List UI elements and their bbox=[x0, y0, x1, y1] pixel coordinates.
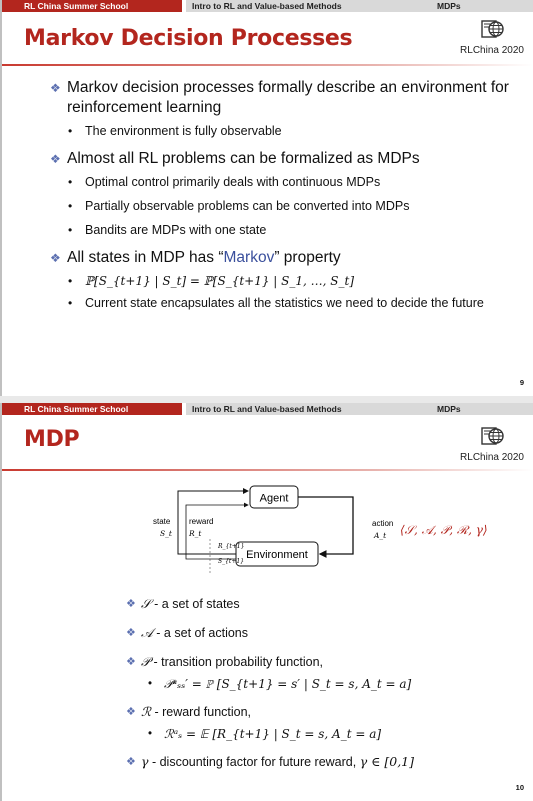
header-school: RL China Summer School bbox=[2, 403, 182, 415]
title-divider bbox=[2, 469, 533, 471]
sub-bullet: • Partially observable problems can be converted into MDPs bbox=[68, 199, 410, 213]
diamond-bullet-icon: ❖ bbox=[50, 152, 61, 166]
logo-label: RLChina 2020 bbox=[460, 45, 524, 56]
reward-formula-row bbox=[148, 726, 526, 742]
dot-bullet-icon: • bbox=[68, 274, 73, 288]
header-school: RL China Summer School bbox=[2, 0, 182, 12]
page-number: 10 bbox=[515, 783, 524, 792]
sub-bullet: • The environment is fully observable bbox=[68, 124, 282, 138]
mdp-components-list bbox=[126, 596, 526, 770]
markov-formula: ℙ[S_{t+1} | S_t] = ℙ[S_{t+1} | S_1, …, S_t] bbox=[85, 274, 355, 288]
logo-label: RLChina 2020 bbox=[460, 452, 524, 463]
header-course: Intro to RL and Value-based Methods bbox=[186, 403, 422, 415]
globe-book-icon bbox=[479, 16, 505, 42]
header-section: MDPs bbox=[422, 0, 533, 12]
next-reward-symbol: R_{t+1} bbox=[218, 543, 245, 550]
agent-environment-diagram bbox=[150, 483, 440, 583]
item-transition: ❖ 𝒫 - transition probability function, bbox=[126, 654, 324, 669]
reward-formula: ℛᵃₛ = 𝔼 [R_{t+1} | S_t = s, A_t = a] bbox=[164, 727, 382, 741]
diamond-bullet-icon: ❖ bbox=[126, 756, 136, 768]
action-label: action bbox=[372, 519, 394, 528]
page-number: 9 bbox=[519, 378, 524, 387]
reward-label: reward bbox=[189, 517, 214, 526]
environment-label: Environment bbox=[246, 549, 308, 561]
action-symbol: A_t bbox=[374, 531, 387, 540]
slide-body bbox=[50, 78, 520, 311]
dot-bullet-icon: • bbox=[68, 199, 73, 213]
item-discount: ❖ γ - discounting factor for future reward, γ ∈ [0,1] bbox=[126, 754, 415, 769]
reward-symbol: R_t bbox=[189, 529, 202, 538]
rlchina-logo bbox=[457, 16, 527, 56]
mdp-tuple: ⟨𝒮, 𝒜, 𝒫, ℛ, γ⟩ bbox=[400, 523, 488, 537]
header-section: MDPs bbox=[422, 403, 533, 415]
sub-bullet-formula bbox=[68, 273, 520, 289]
item-actions: ❖ 𝒜 - a set of actions bbox=[126, 625, 249, 640]
slide-title: MDP bbox=[24, 427, 80, 452]
diamond-bullet-icon: ❖ bbox=[126, 598, 136, 610]
transition-formula: 𝒫ᵃₛₛ′ = ℙ [S_{t+1} = s′ | S_t = s, A_t = a] bbox=[164, 677, 412, 691]
state-symbol: S_t bbox=[160, 529, 172, 538]
globe-book-icon bbox=[479, 423, 505, 449]
dot-bullet-icon: • bbox=[68, 124, 73, 138]
diamond-bullet-icon: ❖ bbox=[126, 656, 136, 668]
bullet-markov-property: ❖ All states in MDP has “Markov” property bbox=[50, 249, 341, 266]
title-divider bbox=[2, 64, 533, 66]
header-course: Intro to RL and Value-based Methods bbox=[186, 0, 422, 12]
diamond-bullet-icon: ❖ bbox=[126, 627, 136, 639]
diamond-bullet-icon: ❖ bbox=[50, 251, 61, 265]
dot-bullet-icon: • bbox=[68, 296, 73, 310]
transition-formula-row bbox=[148, 676, 526, 692]
diamond-bullet-icon: ❖ bbox=[50, 81, 61, 95]
dot-bullet-icon: • bbox=[148, 678, 153, 690]
slide-title: Markov Decision Processes bbox=[24, 26, 353, 51]
agent-label: Agent bbox=[259, 492, 289, 505]
next-state-symbol: S_{t+1} bbox=[218, 558, 245, 565]
item-states: ❖ 𝒮 - a set of states bbox=[126, 596, 240, 611]
item-reward: ❖ ℛ - reward function, bbox=[126, 704, 252, 719]
header-bar bbox=[2, 403, 533, 415]
header-bar bbox=[2, 0, 533, 12]
bullet-rl-as-mdp: ❖ Almost all RL problems can be formalized as MDPs bbox=[50, 150, 420, 167]
diamond-bullet-icon: ❖ bbox=[126, 706, 136, 718]
dot-bullet-icon: • bbox=[68, 175, 73, 189]
sub-bullet: • Bandits are MDPs with one state bbox=[68, 223, 267, 237]
markov-highlight: Markov bbox=[223, 249, 275, 266]
slide-1 bbox=[0, 0, 533, 396]
rlchina-logo bbox=[457, 423, 527, 463]
dot-bullet-icon: • bbox=[68, 223, 73, 237]
dot-bullet-icon: • bbox=[148, 728, 153, 740]
slide-2 bbox=[0, 403, 533, 801]
sub-bullet: • Current state encapsulates all the statistics we need to decide the future bbox=[68, 296, 484, 310]
bullet-mdp-definition: ❖ Markov decision processes formally describe an environment for reinforcement learning bbox=[50, 79, 509, 116]
sub-bullet: • Optimal control primarily deals with continuous MDPs bbox=[68, 175, 381, 189]
state-label: state bbox=[153, 517, 171, 526]
